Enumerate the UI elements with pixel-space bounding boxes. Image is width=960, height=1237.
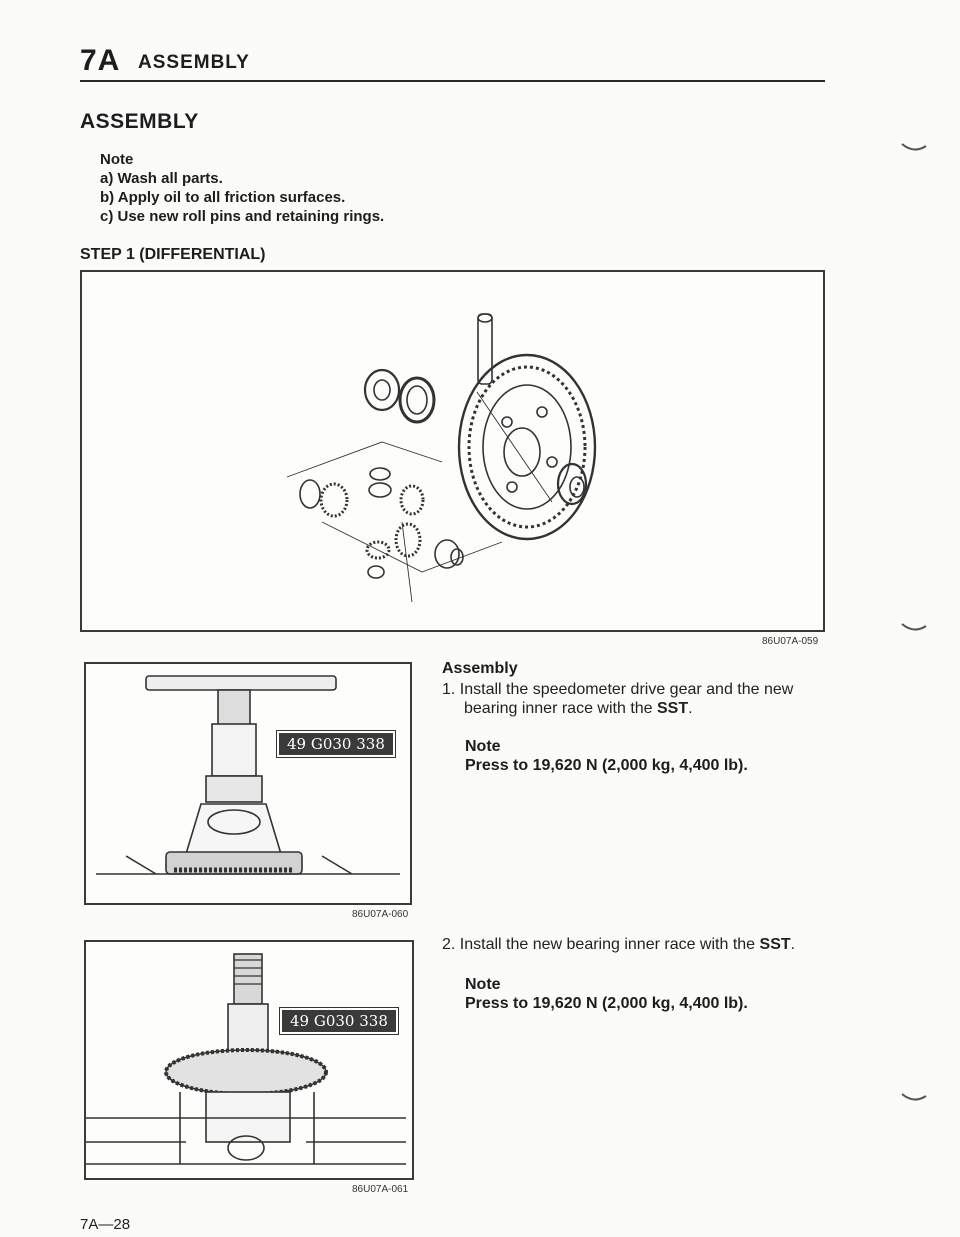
binder-mark-3 — [900, 1090, 930, 1110]
figure-code-2: 86U07A-060 — [352, 909, 409, 920]
speedometer-gear-press-figure — [84, 662, 412, 905]
step-1-line-2 — [442, 699, 837, 718]
step-1-note — [465, 737, 748, 775]
assembly-step-1 — [442, 680, 837, 718]
bearing-race-press-drawing — [86, 942, 412, 1178]
step-title: STEP 1 (DIFFERENTIAL) — [80, 246, 266, 263]
step-2-note — [465, 975, 748, 1013]
section-code: 7A — [80, 44, 121, 77]
step-1-note-text: Press to 19,620 N (2,000 kg, 4,400 lb). — [465, 757, 748, 774]
step-2-end: . — [790, 936, 796, 953]
section-title: ASSEMBLY — [80, 110, 199, 133]
step-1-text: bearing inner race with the — [464, 700, 657, 717]
general-notes — [100, 150, 384, 226]
figure-code-1: 86U07A-059 — [762, 636, 819, 647]
bearing-race-press-figure — [84, 940, 414, 1180]
step-2-tool: SST — [759, 936, 791, 953]
step-2-text: 2. Install the new bearing inner race with the — [442, 936, 760, 953]
sst-label-1: 49 G030 338 — [277, 731, 395, 757]
note-item-b: b) Apply oil to all friction surfaces. — [100, 189, 346, 206]
differential-exploded-figure — [80, 270, 825, 632]
assembly-heading: Assembly — [442, 660, 518, 677]
assembly-step-2 — [442, 935, 842, 954]
notes-heading: Note — [100, 151, 134, 168]
header-divider — [80, 80, 825, 82]
step-2-note-text: Press to 19,620 N (2,000 kg, 4,400 lb). — [465, 995, 748, 1012]
step-1-end: . — [688, 700, 693, 717]
note-item-c: c) Use new roll pins and retaining rings. — [100, 208, 385, 225]
note-item-a: a) Wash all parts. — [100, 170, 223, 187]
step-1-line-1: 1. Install the speedometer drive gear and the new — [442, 681, 794, 698]
sst-label-2: 49 G030 338 — [280, 1008, 398, 1034]
step-1-note-heading: Note — [465, 738, 501, 755]
page-number: 7A—28 — [80, 1216, 131, 1233]
binder-mark-1 — [900, 140, 930, 160]
binder-mark-2 — [900, 620, 930, 640]
step-2-note-heading: Note — [465, 976, 501, 993]
step-1-tool: SST — [657, 700, 689, 717]
header-title: ASSEMBLY — [138, 52, 250, 73]
figure-code-3: 86U07A-061 — [352, 1184, 409, 1195]
differential-exploded-drawing — [82, 272, 823, 630]
speedometer-gear-press-drawing — [86, 664, 410, 903]
